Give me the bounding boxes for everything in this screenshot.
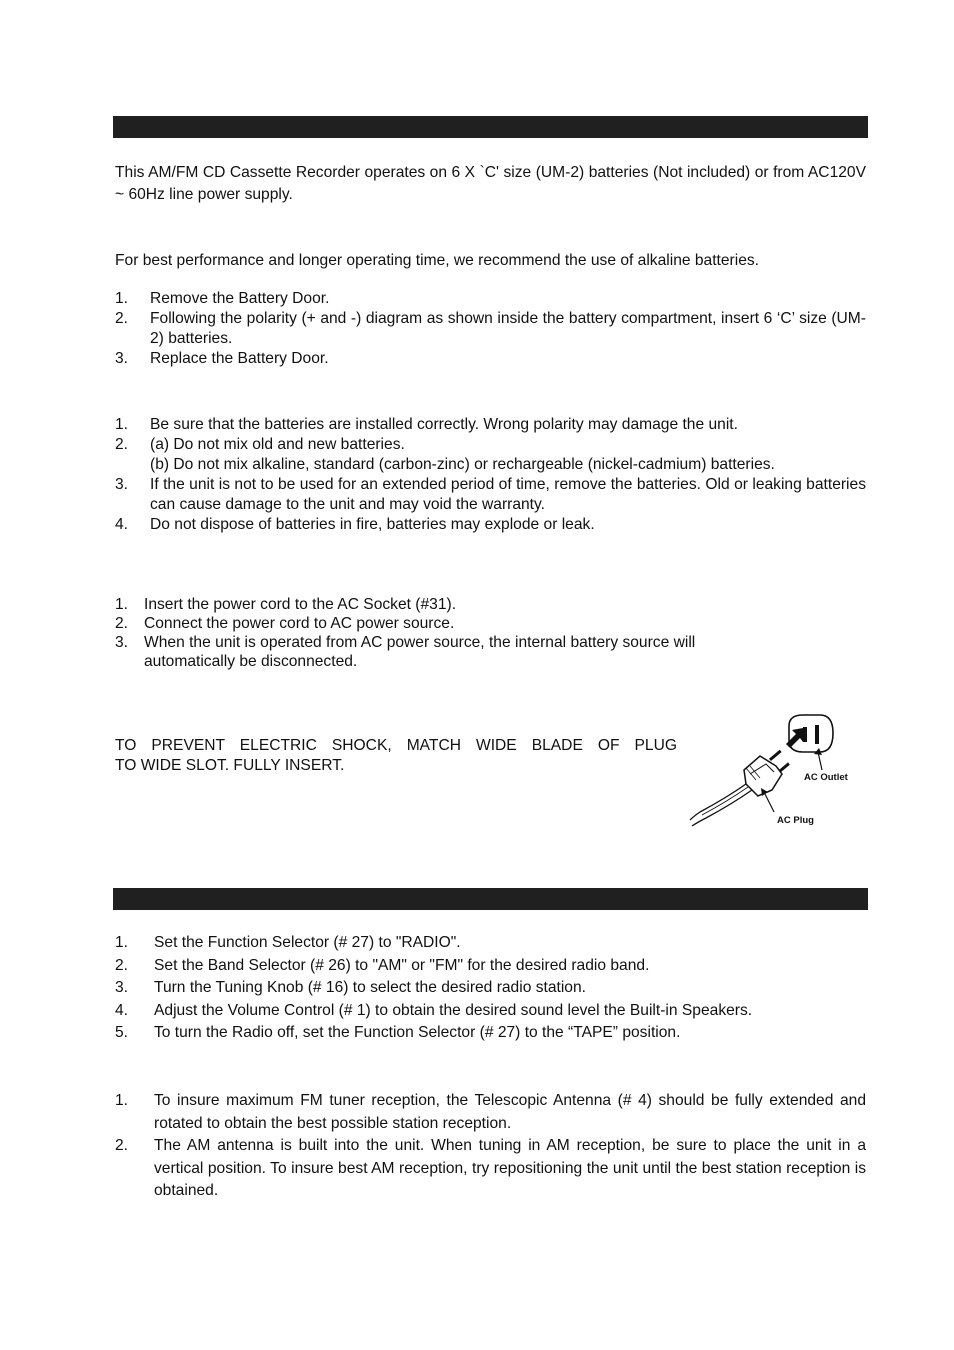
intro-paragraph: This AM/FM CD Cassette Recorder operates on 6 X `C' size (UM-2) batteries (Not included) or from AC120V ~ 60Hz line power supply. bbox=[115, 164, 866, 203]
list-item: 1. To insure maximum FM tuner reception, the Telescopic Antenna (# 4) should be fully extended and rotated to obtain the best possible station reception. bbox=[115, 1092, 866, 1132]
ac-plug-label: AC Plug bbox=[777, 815, 814, 826]
ac-plug-diagram bbox=[686, 708, 856, 832]
list-item: 1. Be sure that the batteries are installed correctly. Wrong polarity may damage the unit. bbox=[115, 416, 738, 433]
list-item: 1. Set the Function Selector (# 27) to "RADIO". bbox=[115, 934, 461, 951]
list-item: 1. Remove the Battery Door. bbox=[115, 290, 330, 307]
ac-outlet-label: AC Outlet bbox=[804, 772, 848, 783]
list-item: 3. If the unit is not to be used for an extended period of time, remove the batteries. Old or leaking batteries can cause damage to the unit and may void the warranty. bbox=[115, 476, 866, 513]
list-item: 2. Connect the power cord to AC power source. bbox=[115, 615, 455, 632]
shock-warning: TO PREVENT ELECTRIC SHOCK, MATCH WIDE BLADE OF PLUG TO WIDE SLOT. FULLY INSERT. bbox=[115, 737, 677, 774]
list-item: 4. Adjust the Volume Control (# 1) to obtain the desired sound level the Built-in Speakers. bbox=[115, 1001, 753, 1019]
section-header-bar-radio bbox=[113, 888, 868, 910]
list-item: 3. Turn the Tuning Knob (# 16) to select the desired radio station. bbox=[115, 979, 586, 996]
ac-plug-icon bbox=[690, 750, 790, 826]
battery-intro: For best performance and longer operating time, we recommend the use of alkaline batteries. bbox=[115, 252, 760, 269]
list-item: 5. To turn the Radio off, set the Function Selector (# 27) to the “TAPE” position. bbox=[115, 1024, 681, 1041]
list-item: 2. Following the polarity (+ and -) diagram as shown inside the battery compartment, insert 6 ‘C’ size (UM-2) batteries. bbox=[115, 310, 866, 347]
list-item: 4. Do not dispose of batteries in fire, batteries may explode or leak. bbox=[115, 516, 595, 533]
list-item: 1. Insert the power cord to the AC Socket (#31). bbox=[115, 596, 457, 613]
list-item: 3. When the unit is operated from AC power source, the internal battery source will automatically be disconnected. bbox=[115, 634, 696, 670]
list-item: 3. Replace the Battery Door. bbox=[115, 350, 329, 367]
ac-power-steps bbox=[115, 595, 866, 671]
battery-install-steps bbox=[115, 289, 866, 369]
list-item: 2. (a) Do not mix old and new batteries. (b) Do not mix alkaline, standard (carbon-zinc) or rechargeable (nickel-cadmium) batteries. bbox=[115, 436, 775, 473]
section-header-bar-power bbox=[113, 116, 868, 138]
list-item: 2. The AM antenna is built into the unit. When tuning in AM reception, be sure to place the unit in a vertical position. To insure best AM reception, try repositioning the unit until the best station reception is obtained. bbox=[115, 1137, 866, 1199]
radio-steps bbox=[115, 932, 866, 1045]
battery-cautions bbox=[115, 415, 866, 535]
list-item: 2. Set the Band Selector (# 26) to "AM" or "FM" for the desired radio band. bbox=[115, 956, 650, 974]
antenna-notes bbox=[115, 1090, 866, 1203]
